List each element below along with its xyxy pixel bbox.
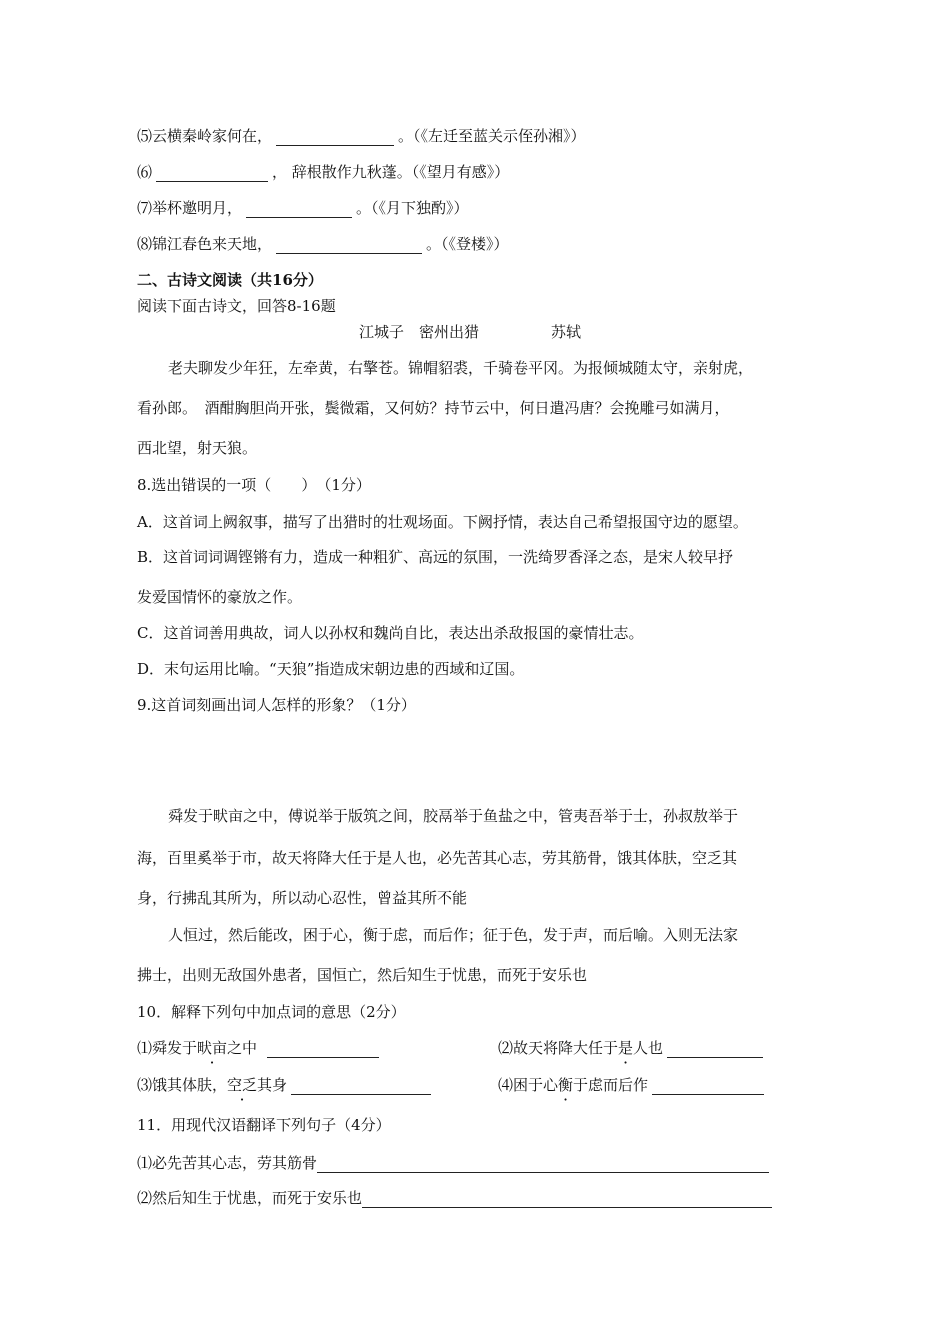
option-b[interactable]: B．这首词词调铿锵有力，造成一种粗犷、高远的氛围，一洗绮罗香泽之态，是宋人较早抒 — [137, 548, 734, 566]
answer-blank[interactable] — [156, 165, 268, 182]
q10-item-1: ⑴舜发于畎亩之中 — [137, 1038, 383, 1058]
answer-blank[interactable] — [317, 1156, 769, 1173]
blank-q7: ⑺举杯邀明月， 。（《月下独酌》） — [137, 199, 469, 217]
dotted-word: 是 — [618, 1039, 634, 1057]
poem-title: 江城子 密州出猎 — [359, 323, 480, 341]
prose-line: 拂士，出则无敌国外患者，国恒亡，然后知生于忧患，而死于安乐也 — [137, 966, 588, 984]
option-b-cont: 发爱国情怀的豪放之作。 — [137, 588, 303, 606]
poem-line: 老夫聊发少年狂，左牵黄，右擎苍。锦帽貂裘，千骑卷平冈。为报倾城随太守，亲射虎， — [168, 359, 754, 377]
option-d[interactable]: D．末句运用比喻。“天狼”指造成宋朝边患的西域和辽国。 — [137, 660, 525, 678]
prose-line: 海，百里奚举于市，故天将降大任于是人也，必先苦其心志，劳其筋骨，饿其体肤，空乏其 — [137, 849, 738, 867]
question-9-stem: 9.这首词刻画出词人怎样的形象？（1分） — [137, 696, 416, 714]
answer-blank[interactable] — [652, 1078, 764, 1095]
q10-item-4: ⑷困于心衡于虑而后作 — [498, 1075, 768, 1095]
question-10-stem: 10．解释下列句中加点词的意思（2分） — [137, 1003, 406, 1021]
dotted-word: 空乏 — [227, 1076, 258, 1094]
prose-line: 人恒过，然后能改，困于心，衡于虑，而后作；征于色，发于声，而后喻。入则无法家 — [168, 926, 739, 944]
poem-line: 看孙郎。 酒酣胸胆尚开张，鬓微霜，又何妨？持节云中，何日遣冯唐？会挽雕弓如满月， — [137, 399, 730, 417]
prose-line: 舜发于畎亩之中，傅说举于版筑之间，胶鬲举于鱼盐之中，管夷吾举于士，孙叔敖举于 — [168, 807, 739, 825]
answer-blank[interactable] — [246, 201, 352, 218]
question-8-stem: 8.选出错误的一项（ ） （1分） — [137, 476, 371, 494]
option-a[interactable]: A．这首词上阙叙事，描写了出猎时的壮观场面。下阙抒情，表达自己希望报国守边的愿望。 — [137, 513, 748, 531]
blank-q5: ⑸云横秦岭家何在， 。（《左迁至蓝关示侄孙湘》） — [137, 127, 586, 145]
prose-line: 身，行拂乱其所为，所以动心忍性，曾益其所不能 — [137, 889, 468, 907]
section-heading: 二、古诗文阅读（共16分） — [137, 271, 323, 289]
dotted-word: 衡 — [558, 1076, 574, 1094]
q11-item-2: ⑵然后知生于忧患，而死于安乐也 — [137, 1188, 776, 1208]
section-instruction: 阅读下面古诗文，回答8-16题 — [137, 297, 336, 315]
answer-blank[interactable] — [276, 237, 422, 254]
answer-blank[interactable] — [276, 129, 394, 146]
q10-item-2: ⑵故天将降大任于是人也 — [498, 1038, 767, 1058]
dotted-word: 畎亩 — [197, 1039, 228, 1057]
poem-author: 苏轼 — [551, 323, 582, 341]
poem-line: 西北望，射天狼。 — [137, 439, 258, 457]
answer-blank[interactable] — [267, 1041, 379, 1058]
q10-item-3: ⑶饿其体肤，空乏其身 — [137, 1075, 435, 1095]
option-c[interactable]: C．这首词善用典故，词人以孙权和魏尚自比，表达出杀敌报国的豪情壮志。 — [137, 624, 644, 642]
blank-q6: ⑹ ， 辞根散作九秋蓬。（《望月有感》） — [137, 163, 510, 181]
q11-item-1: ⑴必先苦其心志，劳其筋骨 — [137, 1153, 773, 1173]
answer-blank[interactable] — [667, 1041, 763, 1058]
blank-q8: ⑻锦江春色来天地， 。（《登楼》） — [137, 235, 509, 253]
question-11-stem: 11．用现代汉语翻译下列句子（4分） — [137, 1116, 391, 1134]
answer-blank[interactable] — [362, 1191, 772, 1208]
answer-blank[interactable] — [291, 1078, 431, 1095]
